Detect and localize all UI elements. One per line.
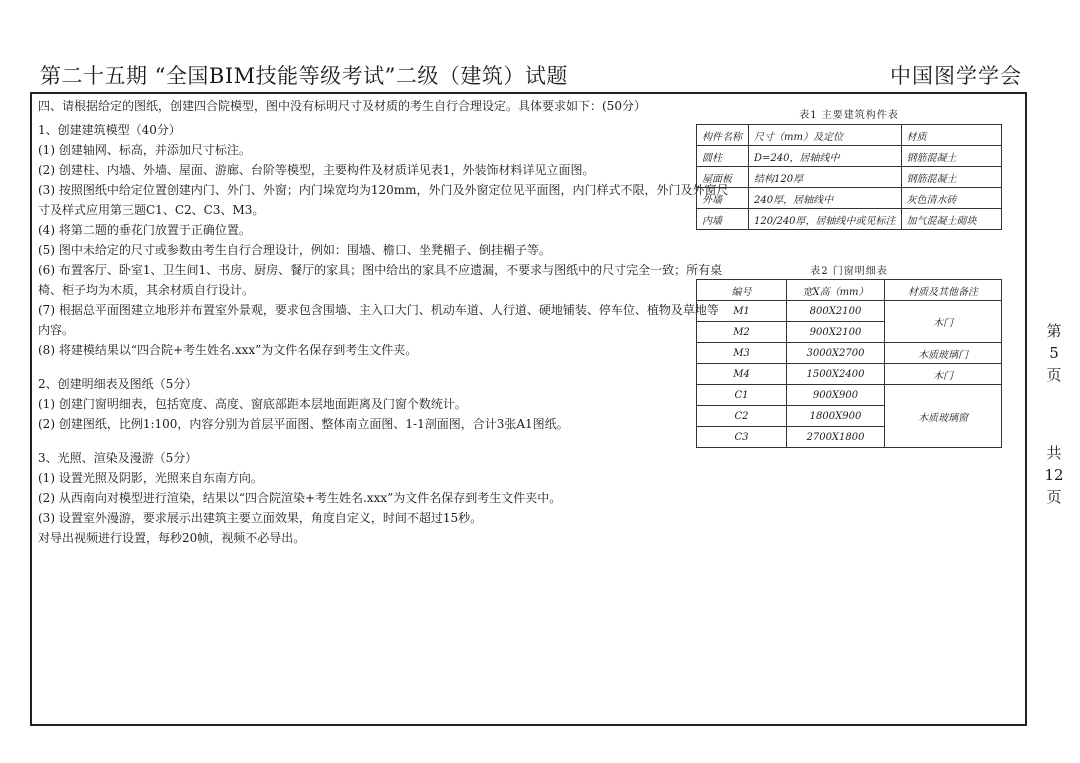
section-3-item: 对导出视频进行设置，每秒20帧，视频不必导出。 xyxy=(38,531,306,545)
section-1-item: (3) 按照图纸中给定位置创建内门、外门、外窗；内门垛宽均为120mm，外门及外窗定位见平面图，内门样式不限，外门及外窗尺 xyxy=(38,183,729,197)
table-cell: 木门 xyxy=(885,364,1002,385)
table-cell: 1500X2400 xyxy=(787,364,885,385)
table1-caption: 表1 主要建筑构件表 xyxy=(799,110,899,121)
section-1-item: (6) 布置客厅、卧室1、卫生间1、书房、厨房、餐厅的家具；图中给出的家具不应遗漏，不要求与图纸中的尺寸完全一致；所有桌 xyxy=(38,263,723,277)
section-1-item: (8) 将建模结果以“四合院+考生姓名.xxx”为文件名保存到考生文件夹。 xyxy=(38,343,418,357)
section-3-item: (1) 设置光照及阴影，光照来自东南方向。 xyxy=(38,471,263,485)
table-cell: 木质玻璃门 xyxy=(885,343,1002,364)
table-header-cell: 材质及其他备注 xyxy=(885,280,1002,301)
section-1-item: (5) 图中未给定的尺寸或参数由考生自行合理设计，例如：围墙、檐口、坐凳楣子、倒挂楣子等。 xyxy=(38,243,551,257)
table-row xyxy=(697,385,1002,406)
page-indicator xyxy=(1028,92,1080,726)
table-cell: M2 xyxy=(697,322,787,343)
section-1-item: 寸及样式应用第三题C1、C2、C3、M3。 xyxy=(38,203,265,217)
total-pages: 共 12 页 xyxy=(1044,444,1064,506)
table-cell: 240厚，居轴线中 xyxy=(749,188,902,209)
table-cell: 120/240厚，居轴线中或见标注 xyxy=(749,209,902,230)
section-2-item: (1) 创建门窗明细表，包括宽度、高度、窗底部距本层地面距离及门窗个数统计。 xyxy=(38,397,467,411)
table-cell: 圆柱 xyxy=(697,146,749,167)
section-3-title: 3、光照、渲染及漫游（5分） xyxy=(38,451,198,465)
section-1-item: (4) 将第二题的垂花门放置于正确位置。 xyxy=(38,223,251,237)
document-title: 第二十五期 “全国BIM技能等级考试”二级（建筑）试题 xyxy=(40,64,568,88)
table2-caption: 表2 门窗明细表 xyxy=(810,266,888,277)
door-window-schedule-table xyxy=(696,279,1002,448)
table-cell: 1800X900 xyxy=(787,406,885,427)
building-components-table xyxy=(696,124,1002,230)
table-header-row xyxy=(697,125,1002,146)
table-header-cell: 编号 xyxy=(697,280,787,301)
table-cell: 钢筋混凝土 xyxy=(901,167,1001,188)
table-cell: 2700X1800 xyxy=(787,427,885,448)
table-cell: 木门 xyxy=(885,301,1002,343)
table-header-cell: 宽X高（mm） xyxy=(787,280,885,301)
table-cell: 800X2100 xyxy=(787,301,885,322)
question-intro: 四、请根据给定的图纸，创建四合院模型，图中没有标明尺寸及材质的考生自行合理设定。具体要求如下：(50分） xyxy=(38,99,646,113)
section-1-item: (2) 创建柱、内墙、外墙、屋面、游廊、台阶等模型，主要构件及材质详见表1，外装饰材料详见立面图。 xyxy=(38,163,595,177)
section-1-item: (7) 根据总平面图建立地形并布置室外景观，要求包含围墙、主入口大门、机动车道、人行道、硬地铺装、停车位、植物及草地等 xyxy=(38,303,719,317)
table-cell: C1 xyxy=(697,385,787,406)
table-cell: 钢筋混凝土 xyxy=(901,146,1001,167)
table-cell: 3000X2700 xyxy=(787,343,885,364)
table-cell: 灰色清水砖 xyxy=(901,188,1001,209)
table-cell: M3 xyxy=(697,343,787,364)
section-2-item: (2) 创建图纸，比例1:100，内容分别为首层平面图、整体南立面图、1-1剖面图，合计3张A1图纸。 xyxy=(38,417,569,431)
table-cell: M1 xyxy=(697,301,787,322)
organization-name: 中国图学学会 xyxy=(890,64,1022,88)
table-row xyxy=(697,167,1002,188)
table-cell: 木质玻璃窗 xyxy=(885,385,1002,448)
table-header-row xyxy=(697,280,1002,301)
table-cell: 屋面板 xyxy=(697,167,749,188)
table-header-cell: 材质 xyxy=(901,125,1001,146)
table-row xyxy=(697,146,1002,167)
table-row xyxy=(697,343,1002,364)
table-cell: 900X900 xyxy=(787,385,885,406)
table-header-cell: 尺寸（mm）及定位 xyxy=(749,125,902,146)
table-cell: 外墙 xyxy=(697,188,749,209)
table-cell: C2 xyxy=(697,406,787,427)
section-3-item: (3) 设置室外漫游，要求展示出建筑主要立面效果，角度自定义，时间不超过15秒。 xyxy=(38,511,483,525)
table-header-cell: 构件名称 xyxy=(697,125,749,146)
section-1-title: 1、创建建筑模型（40分） xyxy=(38,123,181,137)
table-row xyxy=(697,301,1002,322)
table-cell: 结构120厚 xyxy=(749,167,902,188)
table-cell: D=240，居轴线中 xyxy=(749,146,902,167)
table-cell: 900X2100 xyxy=(787,322,885,343)
table-row xyxy=(697,364,1002,385)
table-cell: C3 xyxy=(697,427,787,448)
table-row xyxy=(697,209,1002,230)
table-cell: M4 xyxy=(697,364,787,385)
section-3-item: (2) 从西南向对模型进行渲染，结果以“四合院渲染+考生姓名.xxx”为文件名保存到考生文件夹中。 xyxy=(38,491,562,505)
section-1-item: (1) 创建轴网、标高，并添加尺寸标注。 xyxy=(38,143,251,157)
section-1-item: 内容。 xyxy=(38,323,75,337)
section-2-title: 2、创建明细表及图纸（5分） xyxy=(38,377,198,391)
current-page: 第 5 页 xyxy=(1046,322,1062,384)
table-row xyxy=(697,188,1002,209)
table-cell: 内墙 xyxy=(697,209,749,230)
section-1-item: 椅、柜子均为木质，其余材质自行设计。 xyxy=(38,283,255,297)
table-cell: 加气混凝土砌块 xyxy=(901,209,1001,230)
